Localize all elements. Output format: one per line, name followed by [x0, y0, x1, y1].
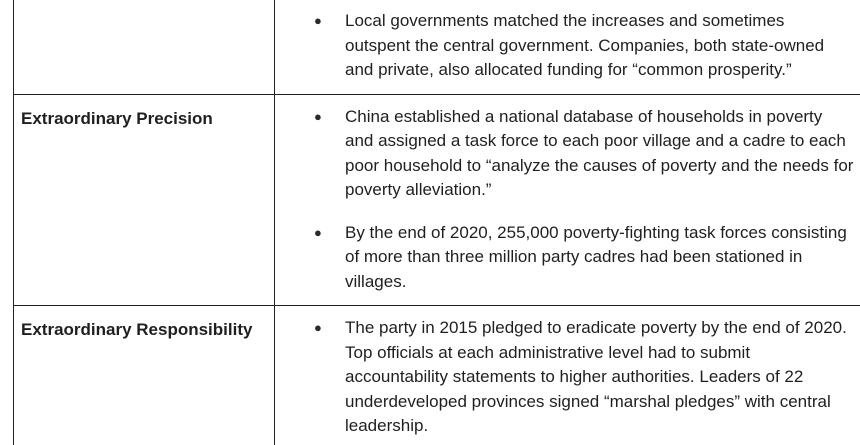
row-label-cell: [14, 94, 275, 306]
list-item: [275, 221, 860, 295]
bullet-list: [275, 9, 860, 83]
row-label: Extraordinary Responsibility: [21, 320, 253, 339]
row-label: Extraordinary Precision: [21, 108, 213, 128]
row-content-cell: [275, 0, 860, 94]
list-item: [275, 105, 860, 203]
bullet-icon: ●: [314, 224, 322, 240]
row-content-cell: [275, 94, 860, 306]
bullet-icon: ●: [314, 320, 322, 335]
bullet-icon: ●: [314, 108, 322, 124]
bullet-list: [275, 316, 860, 439]
list-item: [275, 316, 860, 439]
table-row: [14, 94, 860, 306]
bullet-icon: ●: [314, 13, 322, 28]
list-item-text: Local governments matched the increases and sometimes outspent the central government. Companies, both state-owned and private, also allocated funding for “common prosperity.”: [345, 11, 825, 79]
row-label-cell: [14, 306, 275, 445]
row-content-cell: [275, 306, 860, 445]
list-item-text: China established a national database of households in poverty and assigned a task force to each poor village and a cadre to each poor household to “analyze the causes of poverty and the needs for poverty alleviation.”: [345, 106, 854, 199]
list-item-text: By the end of 2020, 255,000 poverty-fighting task forces consisting of more than three million party cadres had been stationed in villages.: [345, 222, 847, 291]
row-label-cell: [14, 0, 275, 94]
table-row: [14, 306, 860, 445]
policy-table: [13, 0, 860, 445]
list-item: [275, 9, 860, 83]
list-item-text: The party in 2015 pledged to eradicate poverty by the end of 2020. Top officials at each administrative level had to submit accountability statements to higher authorities. Leaders of 22 underdeveloped provinces signed “marshal pledges” with central leadership.: [345, 318, 847, 435]
table-row: [14, 0, 860, 94]
bullet-list: [275, 105, 860, 295]
